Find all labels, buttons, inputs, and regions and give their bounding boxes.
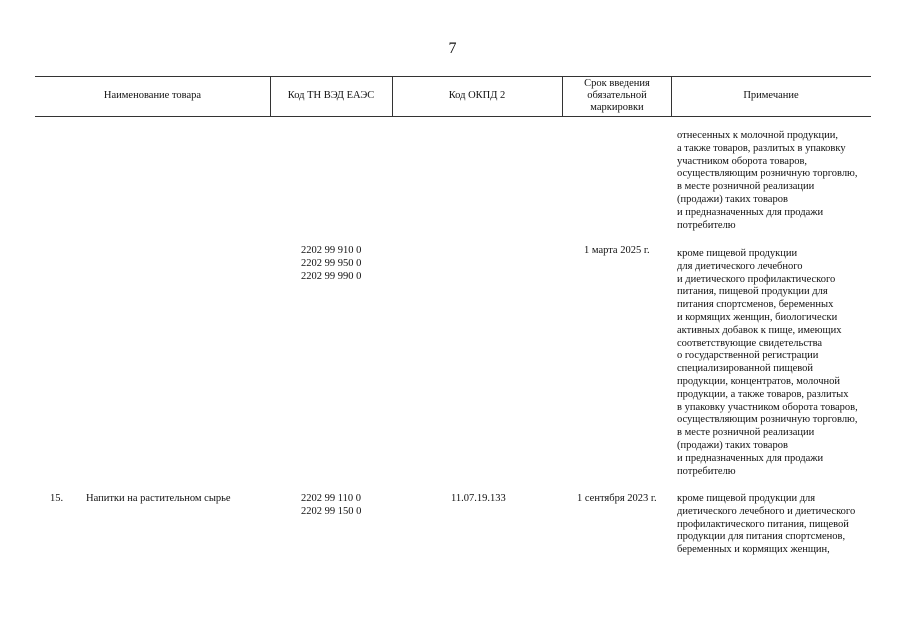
tnved-codes: 2202 99 910 0 2202 99 950 0 2202 99 990 0 xyxy=(301,245,362,282)
header-okpd: Код ОКПД 2 xyxy=(448,90,506,101)
page-number: 7 xyxy=(448,40,457,57)
row-number: 15. xyxy=(50,493,64,504)
header-bottom-rule xyxy=(35,116,871,117)
note-text: кроме пищевой продукции для диетического лечебного и диетического профилактического питания, пищевой продукции для питания спортсменов, беременных и кормящих женщин, биологически активных добавок к пище, имеющих соответствующие свидетельства о государственной регистрации специализированной пищевой продукции, концентратов, молочной продукции, а также товаров, разлитых в упаковку участником оборота товаров, осуществляющим розничную торговлю, в месте розничной реализации (продажи) таких товаров и предназначенных для продажи потребителю xyxy=(677,248,858,477)
note-text: отнесенных к молочной продукции, а также товаров, разлитых в упаковку участником оборота товаров, осуществляющим розничную торговлю, в месте розничной реализации (продажи) таких товаров и предназначенных для продажи потребителю xyxy=(677,130,858,231)
tnved-codes: 2202 99 110 0 2202 99 150 0 xyxy=(301,493,362,517)
deadline-cell: 1 марта 2025 г. xyxy=(584,245,650,256)
product-name: Напитки на растительном сырье xyxy=(86,493,231,504)
okpd-code: 11.07.19.133 xyxy=(451,493,506,504)
header-tnved: Код ТН ВЭД ЕАЭС xyxy=(287,90,375,101)
header-name: Наименование товара xyxy=(103,90,202,101)
note-text: кроме пищевой продукции для диетического лечебного и диетического профилактического питания, пищевой продукции для питания спортсменов, беременных и кормящих женщин, xyxy=(677,493,856,556)
deadline-cell: 1 сентября 2023 г. xyxy=(577,493,657,504)
header-deadline: Срок введения обязательной маркировки xyxy=(584,78,650,113)
header-note: Примечание xyxy=(743,90,799,101)
column-divider xyxy=(562,76,563,116)
